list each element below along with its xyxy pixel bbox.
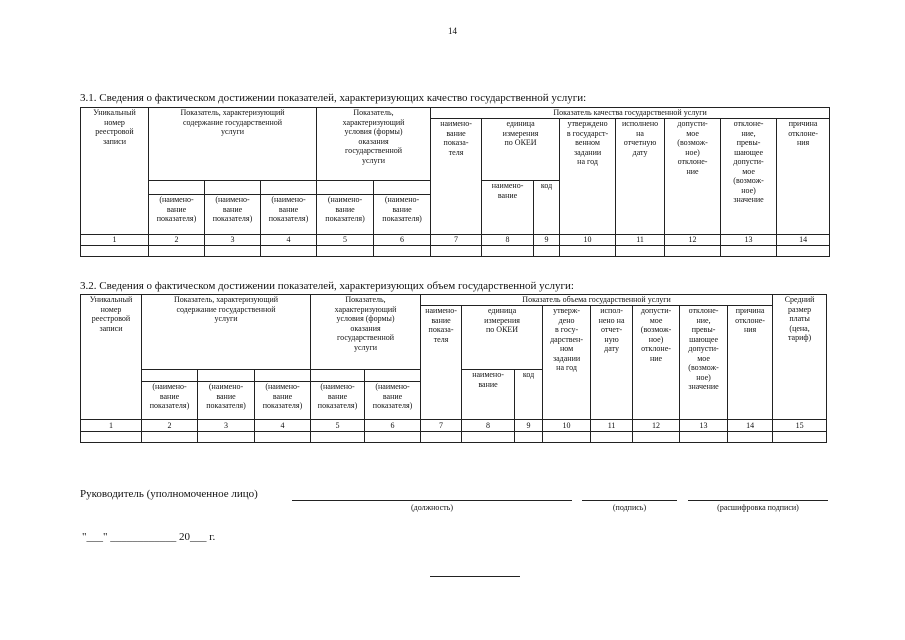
data-cell[interactable] (81, 432, 142, 443)
header-unique-number: Уникальный номер реестровой записи (81, 108, 149, 235)
head-signature-label: Руководитель (уполномоченное лицо) (80, 488, 258, 500)
header-exceeding-deviation: отклоне- ние, превы- шающее допусти- мое (возмож- ное) значение (680, 306, 728, 420)
data-cell[interactable] (721, 246, 777, 257)
section2-title: 3.2. Сведения о фактическом достижении показателей, характеризующих объем государственной услуги: (80, 280, 574, 292)
subheader-blank (205, 181, 261, 195)
column-number: 2 (142, 420, 198, 432)
signature-caption: (подпись) (612, 503, 647, 512)
data-cell[interactable] (142, 432, 198, 443)
header-conditions-indicator: Показатель, характеризующий условия (формы) оказания государственной услуги (317, 108, 431, 181)
subheader-indicator-name: (наимено- вание показателя) (261, 195, 317, 235)
header-unit: единица измерения по ОКЕИ (482, 119, 560, 181)
header-content-indicator: Показатель, характеризующий содержание государственной услуги (149, 108, 317, 181)
column-number: 15 (773, 420, 827, 432)
header-indicator-name: наимено- вание показа- теля (431, 119, 482, 235)
subheader-blank (261, 181, 317, 195)
subheader-indicator-name: (наимено- вание показателя) (374, 195, 431, 235)
volume-table (80, 294, 827, 443)
data-cell[interactable] (616, 246, 665, 257)
end-divider (430, 576, 520, 577)
column-number: 7 (421, 420, 462, 432)
position-caption: (должность) (411, 503, 453, 512)
data-cell[interactable] (431, 246, 482, 257)
column-number: 14 (728, 420, 773, 432)
data-cell[interactable] (773, 432, 827, 443)
data-cell[interactable] (543, 432, 591, 443)
header-exceeding-deviation: отклоне- ние, превы- шающее допусти- мое (возмож- ное) значение (721, 119, 777, 235)
data-cell[interactable] (261, 246, 317, 257)
header-average-fee: Средний размер платы (цена, тариф) (773, 295, 827, 420)
subheader-blank (198, 370, 255, 382)
header-approved: утверждено в государст- венном задании на год (560, 119, 616, 235)
header-indicator-name: наимено- вание показа- теля (421, 306, 462, 420)
data-cell[interactable] (560, 246, 616, 257)
subheader-indicator-name: (наимено- вание показателя) (205, 195, 261, 235)
subheader-blank (255, 370, 311, 382)
header-allowed-deviation: допусти- мое (возмож- ное) отклоне- ние (665, 119, 721, 235)
data-cell[interactable] (633, 432, 680, 443)
column-number: 12 (665, 235, 721, 246)
data-cell[interactable] (665, 246, 721, 257)
column-number: 3 (205, 235, 261, 246)
subheader-blank (142, 370, 198, 382)
data-cell[interactable] (534, 246, 560, 257)
data-cell[interactable] (374, 246, 431, 257)
data-cell[interactable] (255, 432, 311, 443)
column-number: 4 (255, 420, 311, 432)
column-number: 7 (431, 235, 482, 246)
header-allowed-deviation: допусти- мое (возмож- ное) отклоне- ние (633, 306, 680, 420)
column-number: 10 (560, 235, 616, 246)
column-number: 12 (633, 420, 680, 432)
data-cell[interactable] (81, 246, 149, 257)
column-number: 6 (365, 420, 421, 432)
date-line[interactable]: "___" ____________ 20___ г. (82, 531, 216, 543)
column-number: 3 (198, 420, 255, 432)
subheader-indicator-name: (наимено- вание показателя) (142, 382, 198, 420)
signature-line[interactable] (582, 500, 677, 501)
data-cell[interactable] (462, 432, 515, 443)
section1-title: 3.1. Сведения о фактическом достижении показателей, характеризующих качество государственной услуги: (80, 92, 587, 104)
header-executed: испол- нено на отчет- ную дату (591, 306, 633, 420)
subheader-indicator-name: (наимено- вание показателя) (149, 195, 205, 235)
subheader-blank (374, 181, 431, 195)
data-cell[interactable] (591, 432, 633, 443)
column-number: 13 (680, 420, 728, 432)
column-number-row (81, 235, 830, 246)
column-number: 11 (616, 235, 665, 246)
data-cell[interactable] (365, 432, 421, 443)
subheader-blank (365, 370, 421, 382)
header-conditions-indicator: Показатель, характеризующий условия (формы) оказания государственной услуги (311, 295, 421, 370)
header-deviation-reason: причина отклоне- ния (777, 119, 830, 235)
column-number: 13 (721, 235, 777, 246)
column-number: 6 (374, 235, 431, 246)
column-number: 2 (149, 235, 205, 246)
data-cell[interactable] (149, 246, 205, 257)
column-number: 1 (81, 235, 149, 246)
signature-decode-caption: (расшифровка подписи) (717, 503, 799, 512)
data-cell[interactable] (205, 246, 261, 257)
subheader-indicator-name: (наимено- вание показателя) (365, 382, 421, 420)
quality-table (80, 107, 830, 257)
data-cell[interactable] (728, 432, 773, 443)
header-unit-name: наимено- вание (462, 370, 515, 420)
header-unit-code: код (515, 370, 543, 420)
data-cell[interactable] (680, 432, 728, 443)
column-number: 9 (515, 420, 543, 432)
header-quality-indicator: Показатель качества государственной услуги (431, 108, 830, 119)
data-cell[interactable] (421, 432, 462, 443)
header-deviation-reason: причина отклоне- ния (728, 306, 773, 420)
subheader-blank (149, 181, 205, 195)
data-cell[interactable] (777, 246, 830, 257)
position-line[interactable] (292, 500, 572, 501)
header-unit-name: наимено- вание (482, 181, 534, 235)
column-number: 10 (543, 420, 591, 432)
column-number: 4 (261, 235, 317, 246)
data-cell[interactable] (317, 246, 374, 257)
column-number: 9 (534, 235, 560, 246)
column-number: 5 (311, 420, 365, 432)
page-number: 14 (448, 26, 457, 36)
data-cell[interactable] (198, 432, 255, 443)
table-row[interactable] (81, 246, 830, 257)
subheader-indicator-name: (наимено- вание показателя) (255, 382, 311, 420)
column-number: 5 (317, 235, 374, 246)
signature-decode-line[interactable] (688, 500, 828, 501)
data-cell[interactable] (311, 432, 365, 443)
header-unique-number: Уникальный номер реестровой записи (81, 295, 142, 420)
column-number: 11 (591, 420, 633, 432)
table-row[interactable] (81, 432, 827, 443)
column-number: 14 (777, 235, 830, 246)
header-approved: утверж- дено в госу- дарствен- ном задании на год (543, 306, 591, 420)
column-number: 8 (482, 235, 534, 246)
data-cell[interactable] (482, 246, 534, 257)
subheader-indicator-name: (наимено- вание показателя) (198, 382, 255, 420)
subheader-indicator-name: (наимено- вание показателя) (311, 382, 365, 420)
subheader-blank (311, 370, 365, 382)
header-unit: единица измерения по ОКЕИ (462, 306, 543, 370)
header-content-indicator: Показатель, характеризующий содержание государственной услуги (142, 295, 311, 370)
column-number-row (81, 420, 827, 432)
data-cell[interactable] (515, 432, 543, 443)
header-executed: исполнено на отчетную дату (616, 119, 665, 235)
header-unit-code: код (534, 181, 560, 235)
subheader-blank (317, 181, 374, 195)
column-number: 8 (462, 420, 515, 432)
column-number: 1 (81, 420, 142, 432)
header-volume-indicator: Показатель объема государственной услуги (421, 295, 773, 306)
subheader-indicator-name: (наимено- вание показателя) (317, 195, 374, 235)
